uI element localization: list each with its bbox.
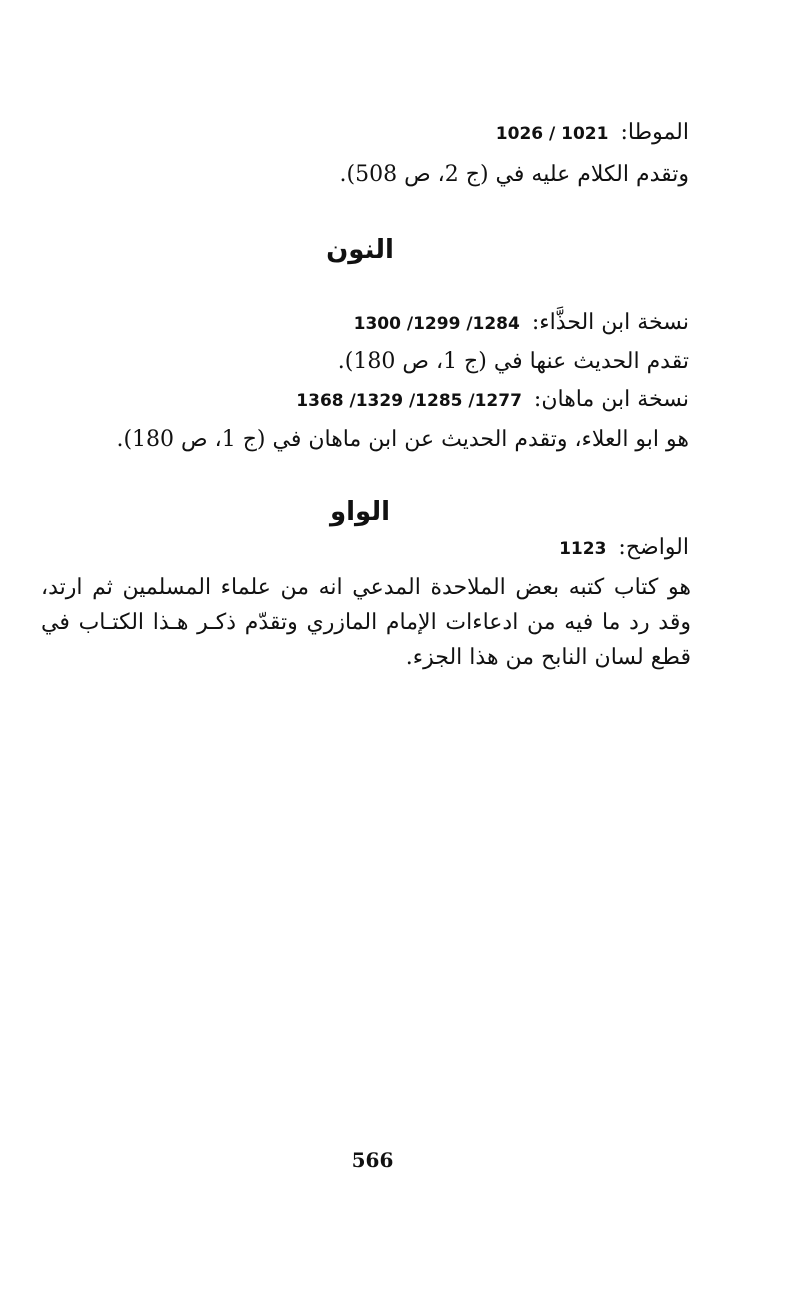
entry-numbers: 1026 / 1021 (495, 124, 609, 144)
index-entry-alwadih (559, 531, 689, 566)
section-heading-noon: النون (326, 235, 394, 265)
entry-label: الواضح: (618, 535, 689, 560)
index-entry-ibn-mahan (296, 383, 689, 418)
entry-numbers: 1300 /1299 /1284 (353, 314, 520, 334)
section-heading-waw: الواو (329, 497, 391, 527)
entry-note: هو ابو العلاء، وتقدم الحديث عن ابن ماهان في (ج 1، ص 180). (116, 427, 689, 452)
index-entry-muwatta (496, 116, 689, 151)
entry-paragraph: هو كتاب كتبه بعض الملاحدة المدعي انه من علماء المسلمين ثم ارتد، وقد رد ما فيه من ادعاءات الإمام المازري وتقدّم ذكـر هـذا الكتـاب في قطع لسان النابح من هذا الجزء. (41, 575, 691, 670)
entry-numbers: 1368 /1329 /1285 /1277 (296, 391, 522, 411)
page-number: 566 (351, 1148, 394, 1172)
index-entry-ibn-alhadhdha (354, 306, 689, 341)
entry-note: تقدم الحديث عنها في (ج 1، ص 180). (337, 349, 689, 374)
entry-note: وتقدم الكلام عليه في (ج 2، ص 508). (339, 162, 689, 187)
entry-numbers: 1123 (559, 539, 607, 559)
entry-label: نسخة ابن الحذَّاء: (531, 310, 689, 335)
entry-label: نسخة ابن ماهان: (533, 387, 689, 412)
entry-label: الموطا: (620, 120, 689, 145)
